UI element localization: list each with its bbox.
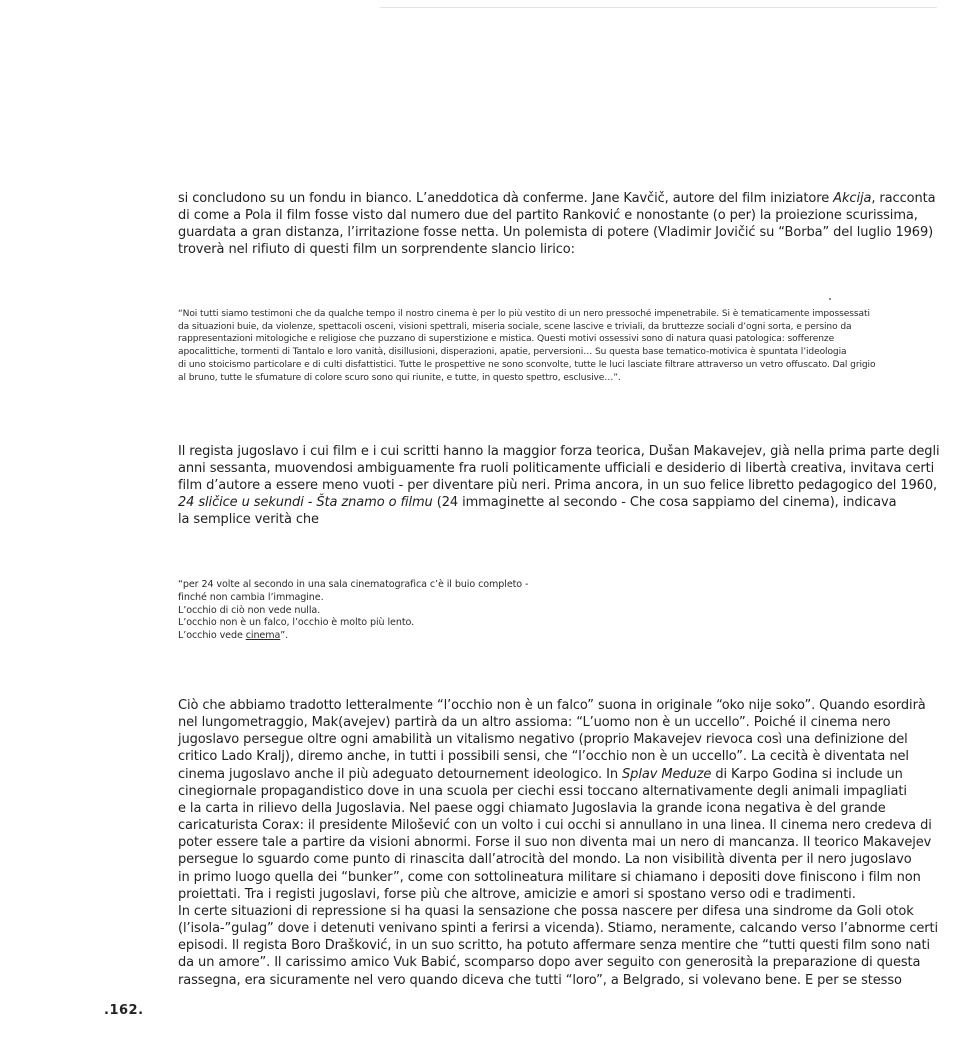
text-line: guardata a gran distanza, l’irritazione fosse netta. Un polemista di potere (Vladimir Jovičić su “Borba” del luglio 1969) [178, 225, 934, 240]
text-line: finché non cambia l’immagine. [178, 591, 324, 603]
text-line: cinegiornale propagandistico dove in una scuola per ciechi essi toccano alternativamente degli animali impagliati [178, 783, 907, 799]
text-line: nel lungometraggio, Mak(avejev) partirà da un altro assioma: “L’uomo non è un uccello”. Poiché il cinema nero [178, 715, 891, 731]
text-line: da situazioni buie, da violenze, spettacoli osceni, visioni spettrali, miseria sociale, scene lascive e triviali, da bruttezze sociali d’ogni sorta, e persino da [178, 321, 852, 332]
text-line: persegue lo sguardo come punto di rinascita dall’atrocità del mondo. La non visibilità diventa per il nero jugoslavo [178, 852, 912, 868]
text-run: ”. [280, 630, 289, 642]
text-line: critico Lado Kralj), diremo anche, in tutti i possibili sensi, che “l’occhio non è un uccello”. La cecità è diventata nel [178, 749, 909, 765]
text-run: (24 immaginette al secondo - Che cosa sappiamo del cinema), indicava [432, 495, 897, 510]
text-line: apocalittiche, tormenti di Tantalo e loro vanità, disillusioni, disperazioni, apatie, perversioni… Su questa base tematico-motivica è spuntata l’ideologia [178, 347, 847, 358]
text-line: jugoslavo persegue oltre ogni amabilità un vitalismo negativo (proprio Makavejev rievoca così una definizione del [178, 732, 908, 748]
text-line: L’occhio non è un falco, l’occhio è molto più lento. [178, 617, 415, 629]
text-line: rassegna, era sicuramente nel vero quando diceva che tutti “loro”, a Belgrado, si volevano bene. E per se stesso [178, 972, 902, 988]
top-rule [380, 7, 937, 8]
paragraph-intro [178, 190, 936, 258]
text-line: Ciò che abbiamo tradotto letteralmente “l’occhio non è un falco” suona in originale “oko nije soko”. Quando esordirà [178, 698, 926, 713]
text-line: in primo luogo quella dei “bunker”, come con sottolineatura militare si chiamano i depositi dove finiscono i film non [178, 869, 921, 885]
text-line: film d’autore a essere meno vuoti - per diventare più neri. Prima ancora, in un suo felice libretto pedagogico del 1960, [178, 478, 938, 493]
text-line: In certe situazioni di repressione si ha quasi la sensazione che possa nascere per difesa una sindrome da Goli otok [178, 903, 914, 919]
text-line [178, 766, 903, 783]
text-line: “Noi tutti siamo testimoni che da qualche tempo il nostro cinema è per lo più vestito di un nero pressoché impenetrabile. Si è tematicamente impossessati [178, 309, 870, 319]
book-title: 24 sličice u sekundi - Šta znamo o filmu [178, 495, 433, 510]
text-line: rappresentazioni mitologiche e religiose che puzzano di superstizione e mistica. Questi motivi ossessivi sono di natura quasi patologica: sofferenze [178, 334, 835, 345]
page-number: .162. [104, 1003, 144, 1018]
text-line: la semplice verità che [178, 512, 319, 527]
text-line [178, 190, 936, 207]
paragraph-makavejev [178, 443, 940, 528]
text-line: caricaturista Corax: il presidente Milošević con un volto i cui occhi si annullano in una linea. Il cinema nero credeva di [178, 818, 932, 834]
block-quote-eye [178, 579, 888, 643]
text-run: L’occhio vede [178, 630, 246, 642]
text-line: poter essere tale a partire da visioni abnormi. Forse il suo non diventa mai un nero di mancanza. Il teorico Makavejev [178, 835, 932, 851]
text-line: troverà nel rifiuto di questi film un sorprendente slancio lirico: [178, 242, 575, 257]
paragraph-occhio [178, 697, 939, 989]
ink-speck [829, 298, 831, 300]
text-line: anni sessanta, muovendosi ambiguamente fra ruoli politicamente ufficiali e desiderio di libertà creativa, invitava certi [178, 461, 935, 476]
text-line: episodi. Il regista Boro Drašković, in un suo scritto, ha potuto affermare senza mentire che “tutti questi film sono nati [178, 938, 930, 954]
underlined-word: cinema [245, 630, 281, 642]
text-line: di uno stoicismo particolare e di culti disfattistici. Tutte le prospettive ne sono sconvolte, tutte le luci lasciate filtrare attraverso un vetro offuscato. Dal grigio [178, 359, 876, 370]
text-line: e la carta in rilievo della Jugoslavia. Nel paese oggi chiamato Jugoslavia la grande icona negativa è del grande [178, 800, 886, 816]
text-line: da un amore”. Il carissimo amico Vuk Babić, scomparso dopo aver seguito con generosità la preparazione di questa [178, 955, 921, 971]
film-title: Splav Meduze [622, 766, 712, 782]
text-run: si concludono su un fondu in bianco. L’aneddotica dà conferme. Jane Kavčič, autore del film iniziatore [178, 191, 834, 206]
text-run: , racconta [871, 191, 936, 206]
text-line: proiettati. Tra i registi jugoslavi, forse più che altrove, amicizie e amori si spostano verso odi e tradimenti. [178, 886, 856, 902]
text-line: al bruno, tutte le sfumature di colore scuro sono qui riunite, e tutte, in questo spettro, esclusive…”. [178, 372, 621, 383]
text-run: di Karpo Godina si include un [711, 766, 903, 782]
text-line: L’occhio di ciò non vede nulla. [178, 604, 321, 616]
film-title: Akcija [833, 191, 872, 206]
text-line: di come a Pola il film fosse visto dal numero due del partito Ranković e nonostante (o per) la proiezione scurissima, [178, 208, 918, 223]
text-line: (l’isola-”gulag” dove i detenuti venivano spinti a ferirsi a vicenda). Stiamo, neramente, calcando verso l’abnorme certi [178, 921, 939, 937]
text-line: “per 24 volte al secondo in una sala cinematografica c’è il buio completo - [178, 579, 529, 590]
text-line: Il regista jugoslavo i cui film e i cui scritti hanno la maggior forza teorica, Dušan Makavejev, già nella prima parte degli [178, 444, 940, 459]
block-quote-borba [178, 308, 888, 384]
text-run: cinema jugoslavo anche il più adeguato detournement ideologico. In [178, 766, 623, 782]
text-line [178, 630, 888, 643]
text-line [178, 494, 897, 511]
